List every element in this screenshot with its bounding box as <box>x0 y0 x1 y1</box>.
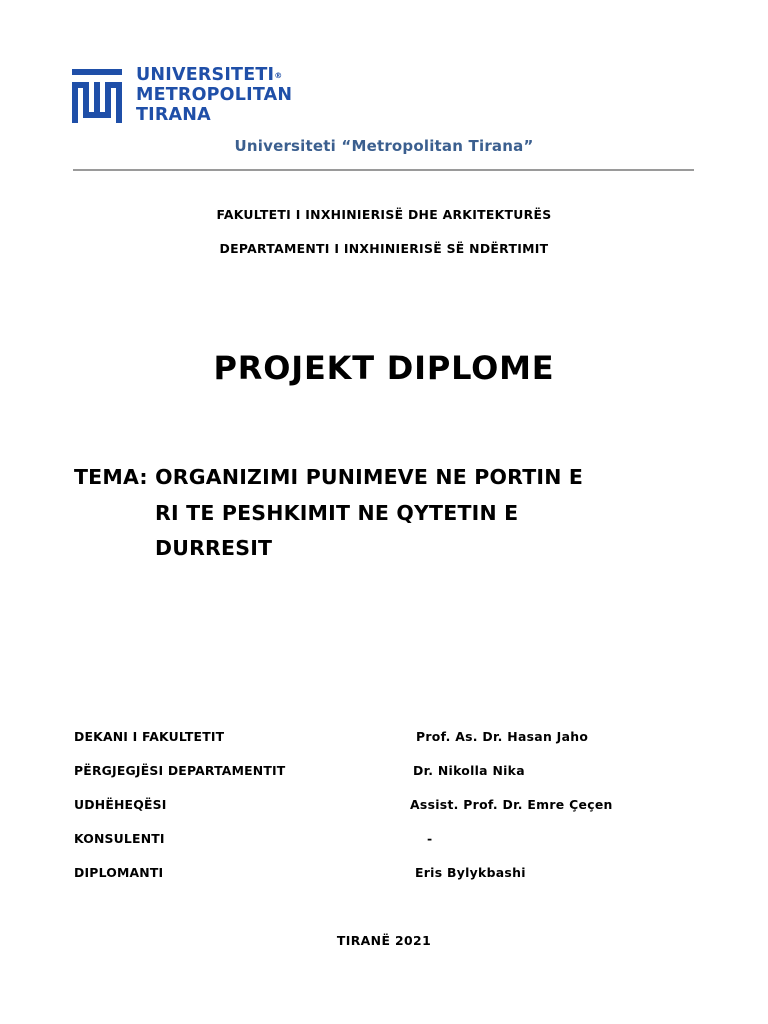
theme-line-1: TEMA: ORGANIZIMI PUNIMEVE NE PORTIN E <box>74 465 584 489</box>
committee-name-consultant: - <box>427 831 433 846</box>
header-divider <box>73 169 694 171</box>
department-name: DEPARTAMENTI I INXHINIERISË SË NDËRTIMIT <box>219 241 549 256</box>
theme-line-3: DURRESIT <box>155 536 273 560</box>
theme-line-2: RI TE PESHKIMIT NE QYTETIN E <box>155 501 519 525</box>
faculty-name: FAKULTETI I INXHINIERISË DHE ARKITEKTURËS <box>216 207 552 222</box>
committee-name-department-head: Dr. Nikolla Nika <box>413 763 525 778</box>
document-title: PROJEKT DIPLOME <box>213 349 555 387</box>
committee-name-dean: Prof. As. Dr. Hasan Jaho <box>416 729 589 744</box>
logo-text-line2: METROPOLITAN <box>136 85 293 105</box>
logo-word-universiteti: UNIVERSITETI <box>136 65 275 85</box>
committee-role-dean: DEKANI I FAKULTETIT <box>74 729 225 744</box>
university-name: Universiteti “Metropolitan Tirana” <box>234 137 534 155</box>
committee-role-consultant: KONSULENTI <box>74 831 165 846</box>
committee-role-department-head: PËRGJEGJËSI DEPARTAMENTIT <box>74 763 286 778</box>
registered-mark: ® <box>274 71 283 80</box>
logo-text-line1 <box>136 65 282 85</box>
place-and-year: TIRANË 2021 <box>336 933 432 948</box>
committee-name-supervisor: Assist. Prof. Dr. Emre Çeçen <box>410 797 613 812</box>
committee-role-supervisor: UDHËHEQËSI <box>74 797 167 812</box>
logo-text-line3: TIRANA <box>136 105 211 125</box>
committee-role-graduate: DIPLOMANTI <box>74 865 164 880</box>
committee-name-graduate: Eris Bylykbashi <box>415 865 526 880</box>
university-mark-icon <box>72 69 122 123</box>
